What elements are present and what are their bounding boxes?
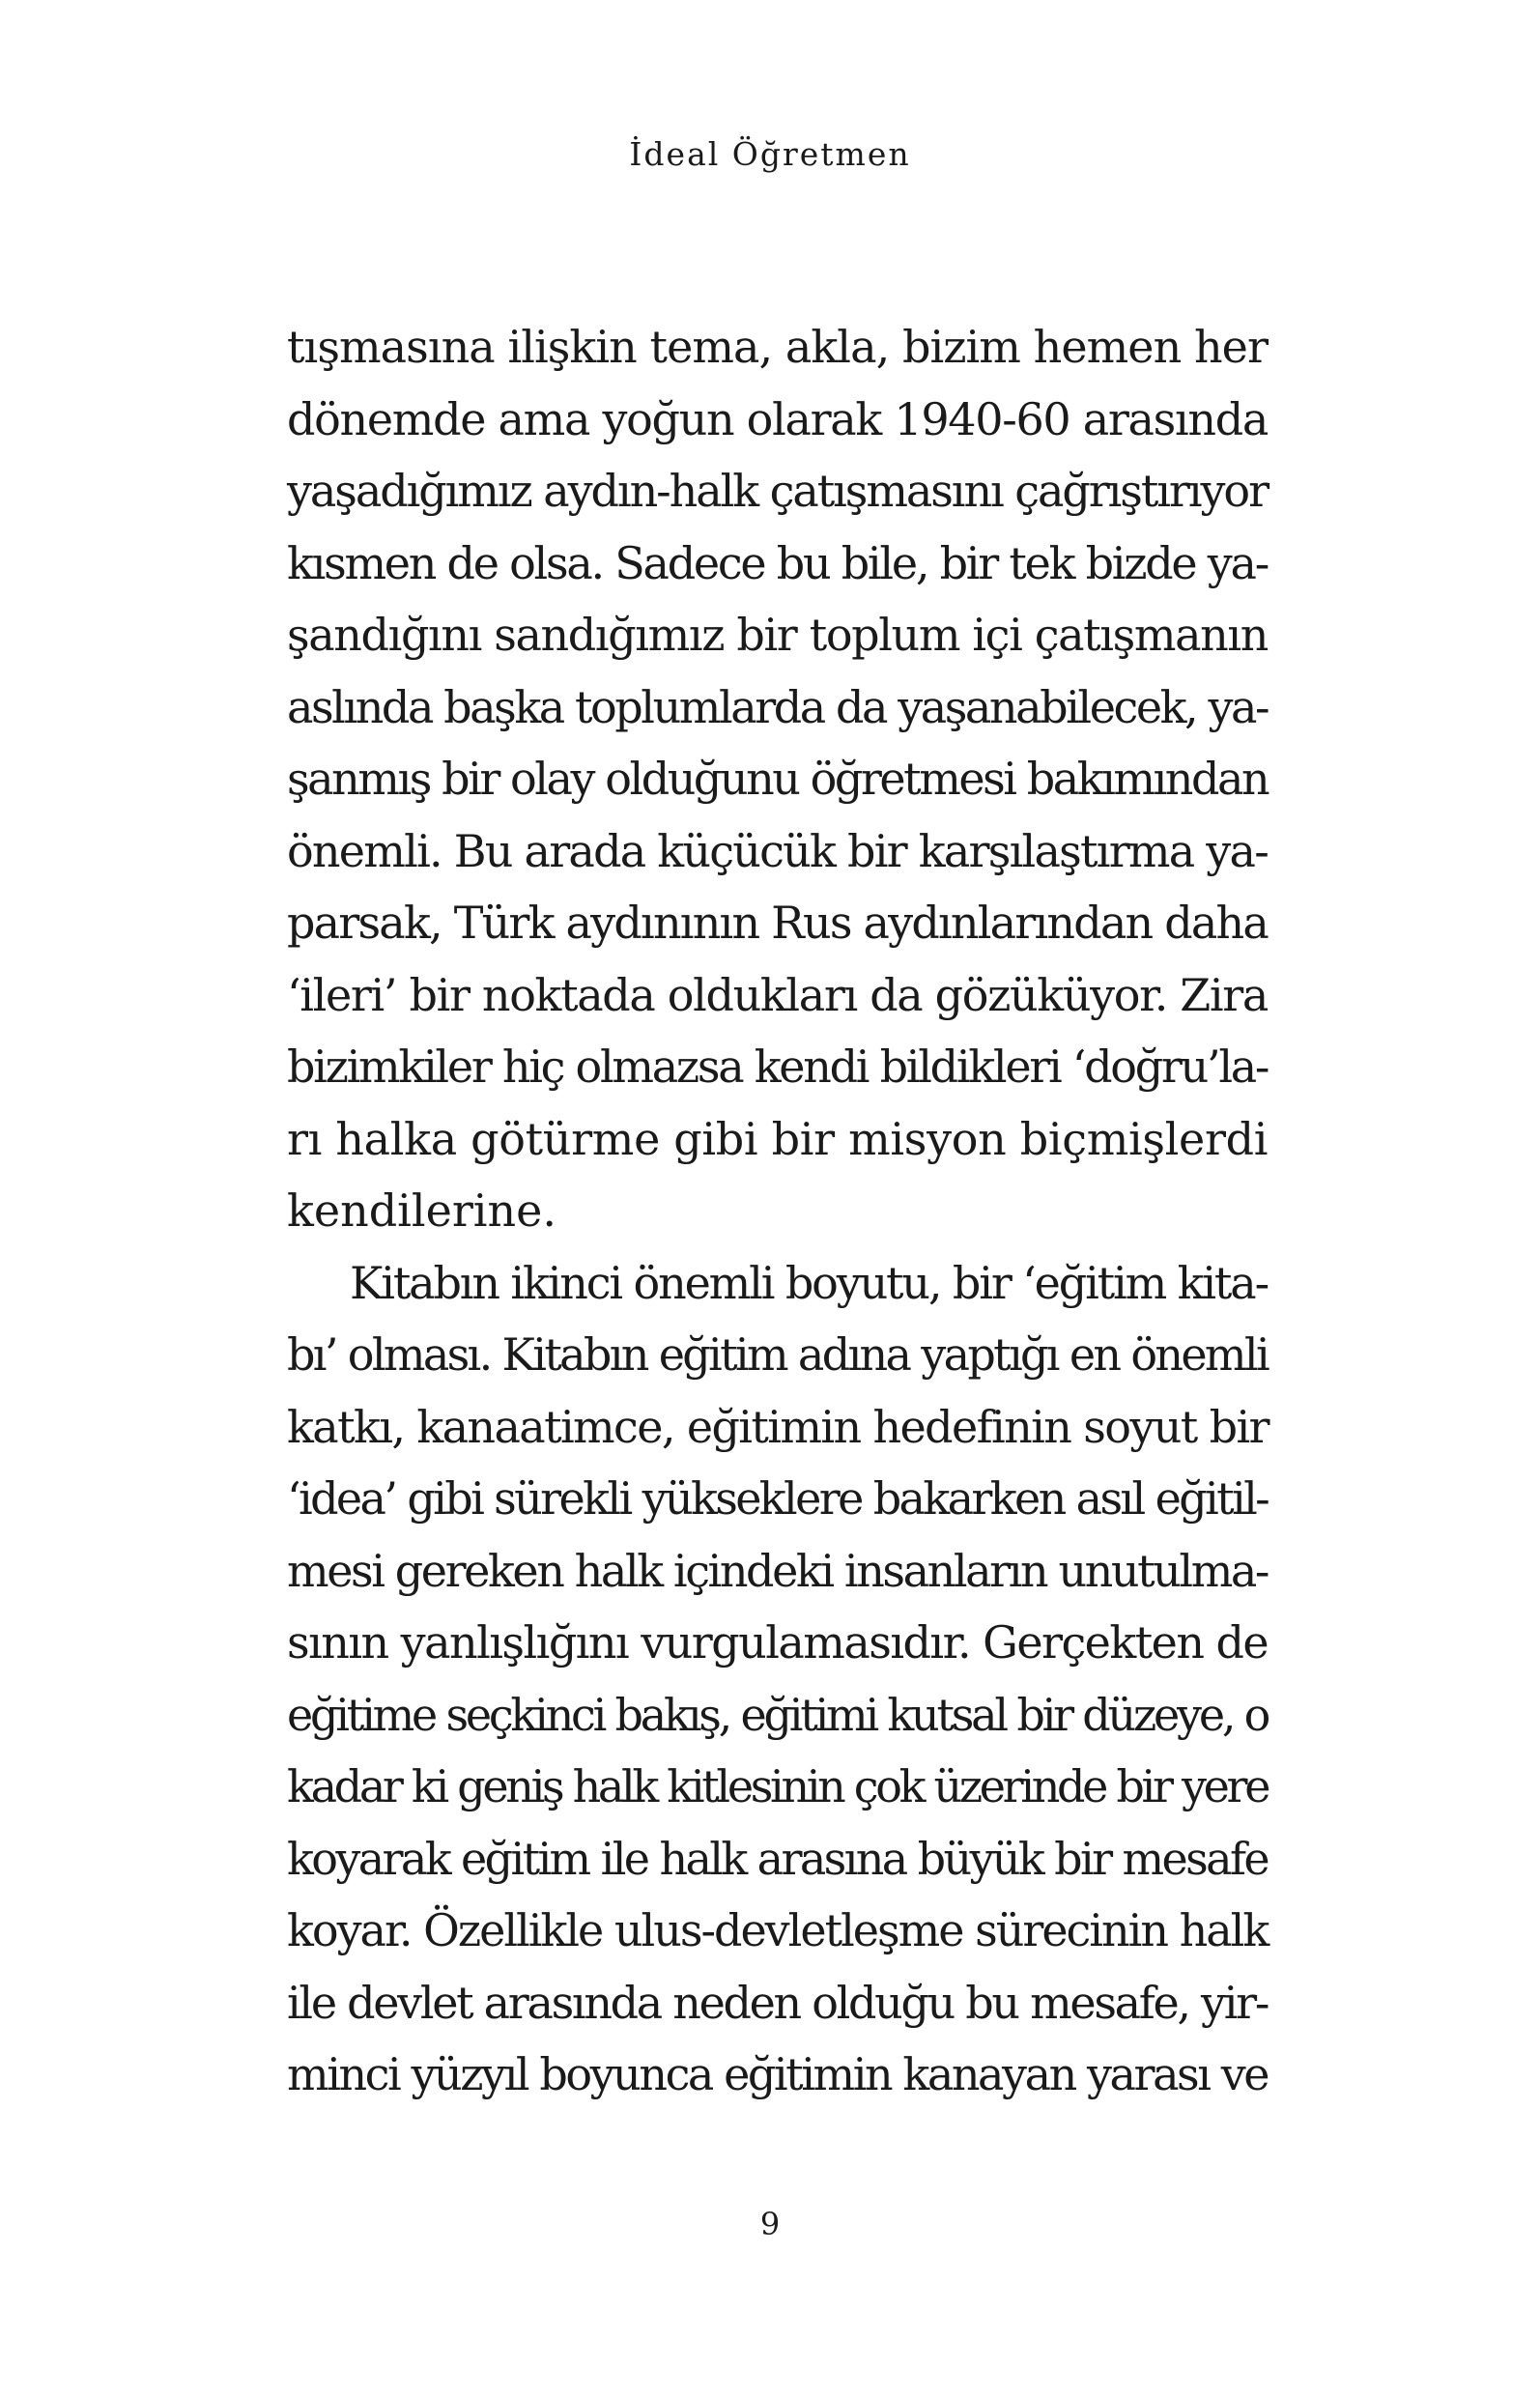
text-line: bizimkiler hiç olmazsa kendi bildikleri ‘doğru’la- — [287, 1041, 1269, 1093]
text-line: koyar. Özellikle ulus-devletleşme sürecinin halk — [287, 1904, 1269, 1956]
text-line: ile devlet arasında neden olduğu bu mesafe, yir- — [287, 1976, 1269, 2029]
text-line: aslında başka toplumlarda da yaşanabilecek, ya- — [287, 680, 1269, 733]
text-line: Kitabın ikinci önemli boyutu, bir ‘eğitim kita- — [350, 1256, 1268, 1309]
text-line: dönemde ama yoğun olarak 1940-60 arasında — [287, 392, 1268, 445]
body-text — [287, 311, 1268, 2111]
text-line: katkı, kanaatimce, eğitimin hedefinin soyut bir — [287, 1400, 1269, 1453]
text-line: önemli. Bu arada küçücük bir karşılaştırma ya- — [287, 824, 1268, 877]
text-line: ‘ileri’ bir noktada oldukları da gözüküyor. Zira — [287, 968, 1269, 1021]
text-line: rı halka götürme gibi bir misyon biçmişlerdi — [287, 1112, 1269, 1165]
text-line: mesi gereken halk içindeki insanların unutulma- — [287, 1544, 1269, 1597]
text-line: kadar ki geniş halk kitlesinin çok üzerinde bir yere — [287, 1760, 1269, 1812]
text-line: koyarak eğitim ile halk arasına büyük bir mesafe — [287, 1832, 1268, 1885]
text-line: minci yüzyıl boyunca eğitimin kanayan yarası ve — [287, 2048, 1269, 2100]
text-line: kendilerine. — [287, 1184, 556, 1237]
text-line: eğitime seçkinci bakış, eğitimi kutsal bir düzeye, o — [287, 1688, 1269, 1741]
text-line: yaşadığımız aydın-halk çatışmasını çağrıştırıyor — [287, 465, 1268, 517]
text-line: parsak, Türk aydınının Rus aydınlarından daha — [287, 897, 1268, 949]
page-number: 9 — [759, 2206, 781, 2242]
text-line: bı’ olması. Kitabın eğitim adına yaptığı en önemli — [287, 1328, 1268, 1381]
text-line: kısmen de olsa. Sadece bu bile, bir tek bizde ya- — [287, 536, 1268, 589]
text-line: şandığını sandığımız bir toplum içi çatışmanın — [287, 609, 1268, 661]
text-line: şanmış bir olay olduğunu öğretmesi bakımından — [287, 753, 1269, 805]
text-line: ‘idea’ gibi sürekli yükseklere bakarken asıl eğitil- — [287, 1472, 1269, 1525]
running-header: İdeal Öğretmen — [629, 135, 911, 173]
text-line: sının yanlışlığını vurgulamasıdır. Gerçekten de — [287, 1616, 1269, 1669]
text-line: tışmasına ilişkin tema, akla, bizim hemen her — [287, 321, 1268, 373]
